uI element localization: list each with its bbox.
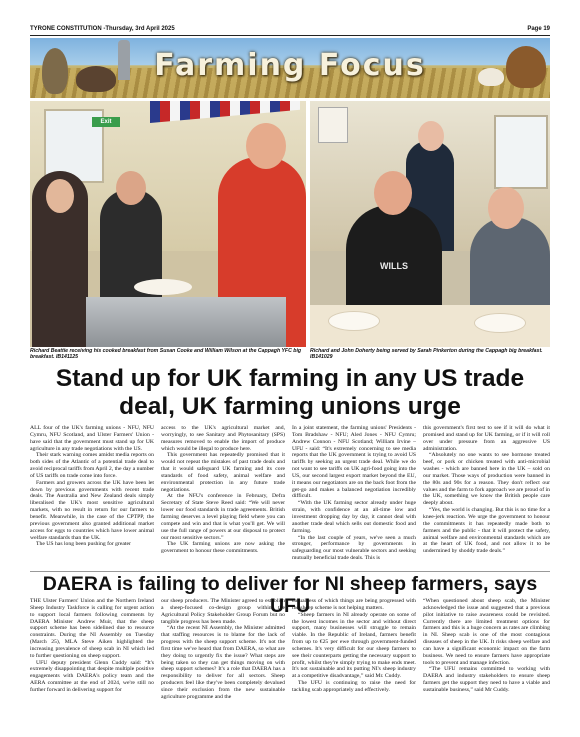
article-1-column-1 — [30, 425, 154, 548]
person-face-girl — [418, 121, 444, 151]
paragraph: The UFU is continuing to raise the need for tackling scab appropriately and effectively. — [292, 680, 416, 693]
hall-window — [494, 115, 548, 189]
paragraph: “The UFU remains committed to working with DAERA and industry stakeholders to ensure sheep farmers get the support they need to have a viable and sustainable business,” said Mr Cuddy. — [423, 666, 550, 693]
person-face-older-man — [488, 187, 524, 229]
paragraph: At the NFU's conference in February, Defra Secretary of State Steve Reed said: “We will never lower our food standards in trade agreements. British farming deserves a level playing field where you can compete and win and that is what you'll get. We will use the full range of powers at our disposal to protect our most sensitive sectors.” — [161, 493, 285, 541]
paragraph: “Sheep farmers in NI already operate on some of the lowest incomes in the sector and without direct support, many businesses will struggle to remain viable. In the Republic of Ireland, farmers benefit from up to €25 per ewe through government-funded schemes. It's very difficult for our sheep farmers to see their counterparts getting the necessary support to profit, whilst they're simply trying to make ends meet. It's not sustainable and its putting NI's sheep industry at a competitive disadvantage,” said Mr. Cuddy. — [292, 611, 416, 680]
farming-focus-banner — [30, 38, 550, 98]
article-1-column-3 — [292, 425, 416, 562]
paragraph: access to the UK's agricultural market and, worryingly, to see Sanitary and Phytosanitary (SPS) measures removed to enable the import of produce which would be illegal to produce here. — [161, 425, 285, 452]
photo-doherty-breakfast — [310, 101, 550, 347]
article-1-column-4 — [423, 425, 550, 555]
photo-caption-1: Richard Beattie receiving his cooked breakfast from Susan Cooke and William Wilson at the Cappagh YFC big breakfast. IB141125 — [30, 348, 302, 361]
article-2-column-4 — [423, 598, 550, 694]
exit-sign: Exit — [92, 117, 120, 127]
page-number: Page 19 — [527, 26, 550, 32]
publication-date: TYRONE CONSTITUTION -Thursday, 3rd April 2025 — [30, 26, 175, 32]
article-2-column-3 — [292, 598, 416, 694]
paragraph: Farmers and growers across the UK have been let down by previous governments with recent trade deals. The Australia and New Zealand deals simply liberalised the UK's most sensitive agricultural markets, with no result in return for our farmers to benefit. Meanwhile, in the case of the CPTPP, the previous government also granted additional market access for eggs to countries which have lower animal welfare standards than the UK. — [30, 479, 154, 541]
person-face-man-hoodie — [374, 171, 412, 215]
serving-counter — [86, 297, 286, 347]
paragraph: our sheep producers. The Minister agreed to establish a sheep-focused co-design group within the Agricultural Policy Stakeholder Group Forum but no tangible progress has been made. — [161, 598, 285, 625]
paragraph: THE Ulster Farmers' Union and the Northern Ireland Sheep Industry Taskforce is calling for urgent action to support local farmers following comments by DAERA Minister Andrew Muir, that the sheep support scheme has been sidelined due to resource constraints. During the NI Assembly on Tuesday (March 25), MLA Steve Aiken highlighted the increasing prevalence of sheep scab in NI which led to further questioning on sheep support. — [30, 598, 154, 659]
banner-title: Farming Focus — [154, 48, 426, 83]
paragraph: this government's first test to see if it will do what it promised and stand up for UK farming, or if it will roll over under pressure from an aggressive US administration. — [423, 425, 550, 452]
headline-article-2: DAERA is failing to deliver for NI sheep farmers, says UFU — [42, 573, 538, 617]
paragraph: casualness of which things are being progressed with the sheep scheme is not helping matters. — [292, 598, 416, 611]
hoodie-brand-text: WILLS — [380, 261, 408, 271]
breakfast-plate — [134, 279, 192, 295]
person-face-man-middle — [116, 171, 146, 205]
paragraph: “With the UK farming sector already under huge strain, with confidence at an all-time low and investment dropping day by day, it cannot deal with another trade deal which sells out domestic food and farming. — [292, 500, 416, 534]
plate-right — [474, 313, 526, 333]
paragraph: UFU deputy president Glenn Cuddy said: “It's extremely disappointing that despite multiple positive engagements with DAERA's policy team and the AERA committee at the end of 2024, we're still no further forward in delivering support for — [30, 659, 154, 693]
paragraph: “When questioned about sheep scab, the Minister acknowledged the issue and suggested that a previous pilot initiative to raise awareness could be revisited. Currently there are limited treatment options for farmers and this is a huge concern as rates are climbing in NI. Sheep scab is one of the most contagious diseases of sheep in the UK. It risks sheep welfare and can have a significant economic impact on the farm business. We need to ensure farmers have appropriate tools to prevent and manage infection. — [423, 598, 550, 666]
person-face-woman — [46, 179, 74, 213]
header-rule — [30, 35, 550, 36]
paragraph: This government has repeatedly promised that it would not repeat the mistakes of past trade deals and that it would safeguard UK farming and its core standards of food safety, animal welfare and environmental protection in any future trade negotiations. — [161, 452, 285, 493]
paragraph: The UK farming unions are now asking the government to honour these commitments. — [161, 541, 285, 555]
article-1-column-2 — [161, 425, 285, 555]
photo-breakfast-serving — [30, 101, 306, 347]
person-face-man-right — [246, 123, 286, 169]
paragraph: “In the last couple of years, we've seen a much stronger, performance by governments in safeguarding our most vulnerable sectors and seeking mutually beneficial trade deals. This is — [292, 534, 416, 562]
paragraph: Their stark warning comes amidst media reports on both sides of the Atlantic of a potential trade deal to avoid reciprocal tariffs from April 2, the day a number of US tariffs on trade come into force. — [30, 452, 154, 479]
paragraph: “Absolutely no one wants to see hormone treated beef, or pork or chicken treated with anti-microbial washes - which are banned here in the UK – sold on our market. Those ways of production were banned in the 80s and 90s for a reason. They don't reflect our values and the farm to fork approach we are proud of in the UK, something we know the British people care deeply about. — [423, 452, 550, 507]
article-2-column-2 — [161, 598, 285, 701]
wall-notice — [318, 107, 348, 143]
plate-left — [328, 311, 380, 331]
paragraph: The US has long been pushing for greater — [36, 541, 131, 548]
paragraph: “At the recent NI Assembly, the Minister admitted that staffing resources is to blame for the lack of progress with the sheep support scheme. It's not the first time we've heard that from DAERA, so what are they doing to urgently fix the issue? What steps are being taken so they can get things moving on with sheep support schemes? It's a role that DAERA has a responsibility to deliver for all sectors. Sheep producers feel like they've been completely devalued since their exclusion from the new sustainable agriculture programme and the — [161, 625, 285, 700]
headline-article-1: Stand up for UK farming in any US trade deal, UK farming unions urge — [55, 365, 525, 420]
paragraph: “Yes, the world is changing. But this is no time for a knee-jerk reaction. We urge the government to honour the commitments it has repeatedly made both to farmers and the public - that it will protect the safety, animal welfare and environmental standards which are at the heart of UK food, and not allow it to be undermined by shoddy trade deals.” — [423, 507, 550, 555]
photo-caption-2: Richard and John Doherty being served by Sarah Pinkerton during the Cappagh big breakfast. IB141029 — [310, 348, 543, 361]
paragraph: In a joint statement, the farming unions' Presidents - Tom Bradshaw - NFU; Aled Jones - NFU Cymru; Andrew Connon - NFU Scotland; William Irvine – UFU - said: “It's extremely concerning to see media reports that the UK government is trying to avoid US tariffs by seeking an urgent trade deal. While we do not want to see tariffs on UK agri-food going into the US, our second largest export market beyond the EU, it means our negotiators are on the back foot from the get-go and makes a balanced negotiation incredibly difficult. — [292, 425, 416, 500]
article-2-column-1 — [30, 598, 154, 694]
article-divider — [30, 571, 550, 572]
paragraph: ALL four of the UK's farming unions - NFU, NFU Cymru, NFU Scotland, and Ulster Farmers' Union - have said that the government must stand up for UK agriculture in any trade negotiations with the US. — [30, 425, 154, 452]
